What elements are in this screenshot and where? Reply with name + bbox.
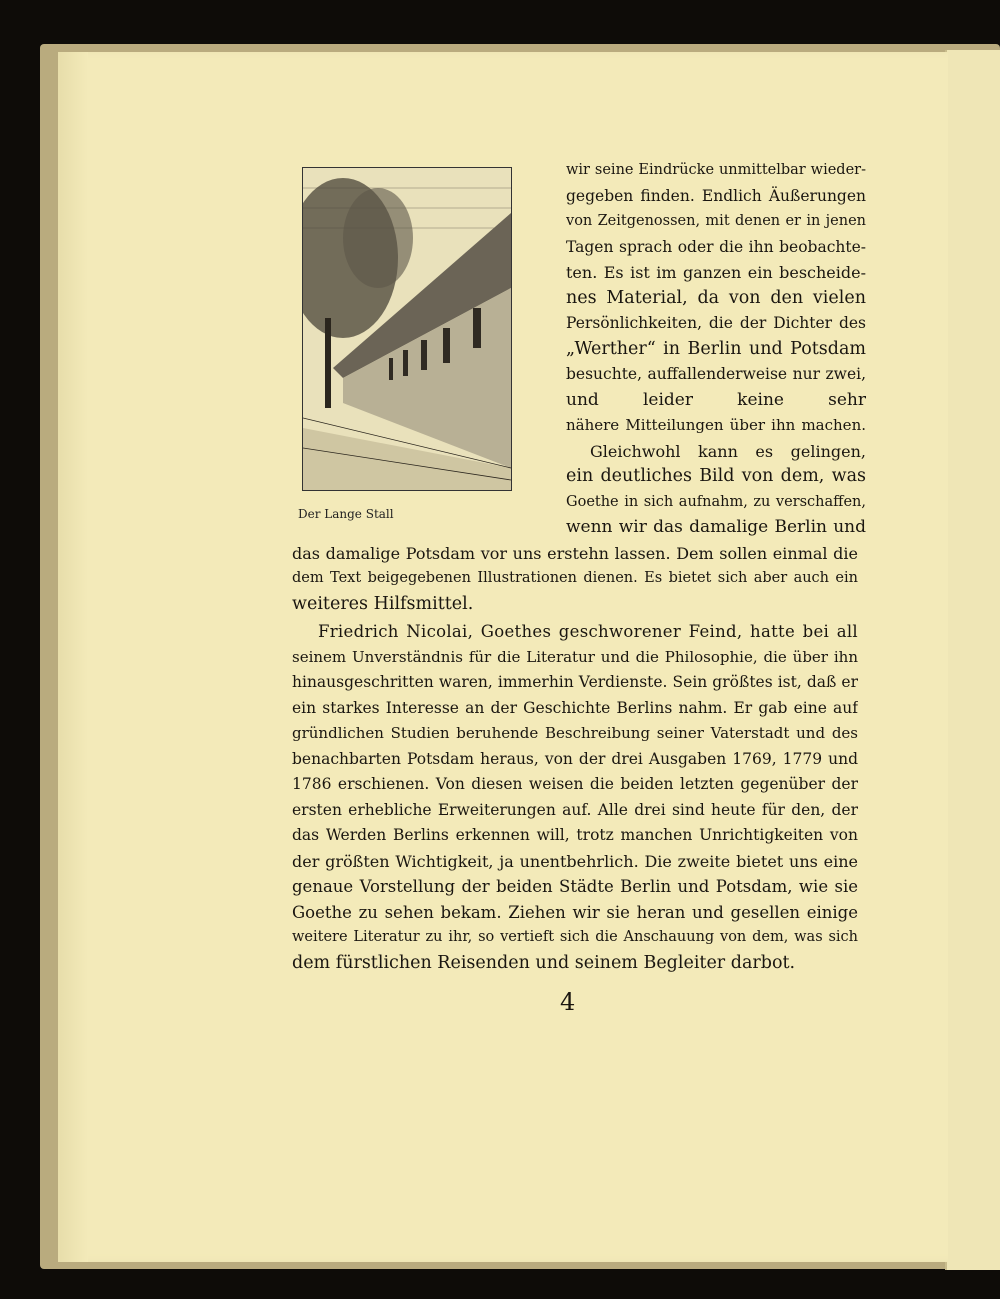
text-line: dem fürstlichen Reisenden und seinem Begleiter darbot.	[292, 952, 796, 973]
text-line: von Zeitgenossen, mit denen er in jenen	[566, 213, 866, 229]
text-line: Friedrich Nicolai, Goethes geschworener Feind, hatte bei all	[318, 622, 858, 641]
text-line: benachbarten Potsdam heraus, von der drei Ausgaben 1769, 1779 und	[292, 749, 858, 768]
text-line: das damalige Potsdam vor uns erstehn lassen. Dem sollen einmal die	[292, 543, 858, 563]
text-line: gegeben finden. Endlich Äußerungen	[566, 186, 866, 205]
text-line: Gleichwohl kann es gelingen,	[590, 441, 866, 461]
text-line: ein deutliches Bild von dem, was	[566, 466, 866, 486]
text-line: das Werden Berlins erkennen will, trotz manchen Unrichtigkeiten von	[292, 826, 858, 844]
text-line: wenn wir das damalige Berlin und	[566, 517, 866, 537]
text-line: nes Material, da von den vielen	[566, 287, 866, 308]
text-line: Tagen sprach oder die ihn beobachte-	[566, 237, 866, 256]
page-gutter	[58, 52, 88, 1262]
text-line: „Werther“ in Berlin und Potsdam	[566, 338, 866, 359]
next-page-edge	[945, 50, 1000, 1270]
text-line: wir seine Eindrücke unmittelbar wieder-	[566, 162, 866, 178]
text-line: genaue Vorstellung der beiden Städte Berlin und Potsdam, wie sie	[292, 877, 858, 896]
text-line: dem Text beigegebenen Illustrationen dienen. Es bietet sich aber auch ein	[292, 570, 858, 586]
page-number: 4	[560, 988, 576, 1016]
text-line: besuchte, auffallenderweise nur zwei,	[566, 365, 866, 383]
text-line: seinem Unverständnis für die Literatur und die Philosophie, die über ihn	[292, 647, 858, 666]
illustration-der-lange-stall	[302, 167, 512, 491]
text-line: gründlichen Studien beruhende Beschreibung seiner Vaterstadt und des	[292, 724, 858, 742]
text-line: hinausgeschritten waren, immerhin Verdienste. Sein größtes ist, daß er	[292, 673, 858, 691]
text-line: und leider keine sehr	[566, 389, 866, 410]
text-line: Goethe zu sehen bekam. Ziehen wir sie heran und gesellen einige	[292, 902, 858, 922]
text-line: Goethe in sich aufnahm, zu verschaffen,	[566, 493, 866, 510]
text-line: ein starkes Interesse an der Geschichte Berlins nahm. Er gab eine auf	[292, 698, 858, 717]
text-line: weiteres Hilfsmittel.	[292, 593, 474, 614]
text-line: Persönlichkeiten, die der Dichter des	[566, 314, 866, 332]
illustration-caption: Der Lange Stall	[298, 507, 394, 521]
text-line: 1786 erschienen. Von diesen weisen die beiden letzten gegenüber der	[292, 775, 858, 793]
text-line: weitere Literatur zu ihr, so vertieft sich die Anschauung von dem, was sich	[292, 929, 858, 945]
text-line: ersten erhebliche Erweiterungen auf. Alle drei sind heute für den, der	[292, 800, 858, 819]
text-line: der größten Wichtigkeit, ja unentbehrlich. Die zweite bietet uns eine	[292, 851, 858, 871]
text-line: nähere Mitteilungen über ihn machen.	[566, 416, 866, 434]
text-line: ten. Es ist im ganzen ein bescheide-	[566, 263, 866, 282]
